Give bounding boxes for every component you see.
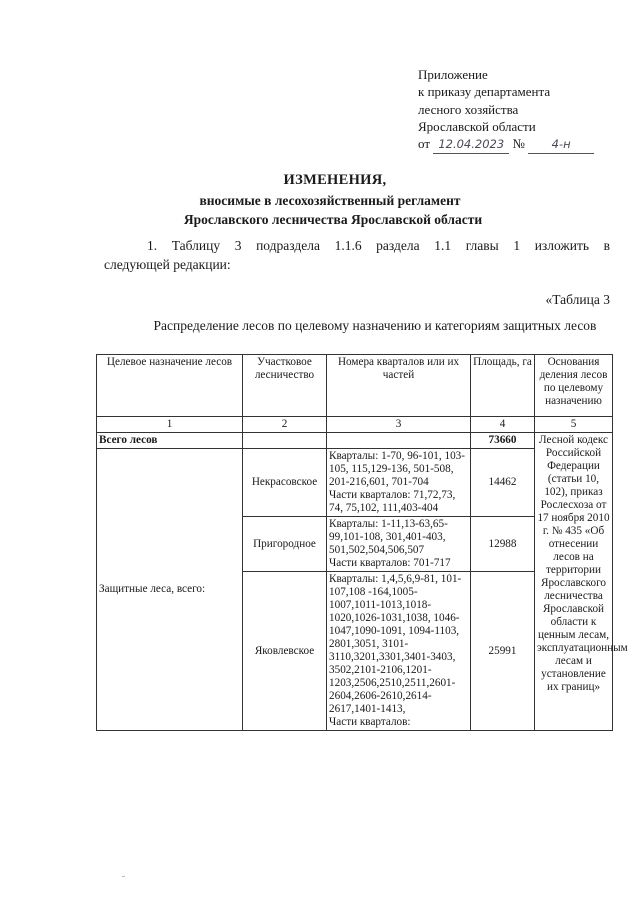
header-cell: Целевое назначение лесов <box>97 355 243 417</box>
column-number: 5 <box>535 417 613 433</box>
instruction-paragraph <box>104 236 610 274</box>
header-cell: Номера кварталов или их частей <box>327 355 471 417</box>
appendix-line: Ярославской области <box>418 118 536 134</box>
total-row <box>97 433 613 449</box>
appendix-line: лесного хозяйства <box>418 101 519 117</box>
district-cell: Пригородное <box>243 517 327 572</box>
area-cell: 14462 <box>471 449 535 517</box>
title-line-2: вносимые в лесохозяйственный регламент <box>199 193 461 208</box>
title-line-3: Ярославского лесничества Ярославской области <box>183 212 483 227</box>
number-sign: № <box>512 136 525 152</box>
column-number-row <box>97 417 613 433</box>
paragraph-line-1: 1. Таблицу 3 подраздела 1.1.6 раздела 1.1 главы 1 изложить в <box>147 238 610 253</box>
handwritten-number: 4-н <box>551 137 571 152</box>
title-line-1: ИЗМЕНЕНИЯ, <box>283 172 387 188</box>
appendix-line: к приказу департамента <box>418 84 551 100</box>
table-label: «Таблица 3 <box>545 292 610 307</box>
order-date-number <box>418 135 594 154</box>
handwritten-date: 12.04.2023 <box>438 137 505 152</box>
scan-speck <box>122 876 125 877</box>
document-title <box>0 172 640 228</box>
column-number: 1 <box>97 417 243 433</box>
table-caption: Распределение лесов по целевому назначению и категориям защитных лесов <box>153 318 597 333</box>
empty-cell <box>327 433 471 449</box>
quarters-cell: Кварталы: 1,4,5,6,9-81, 101-107,108 -164,1005-1007,1011-1013,1018-1020,1026-1031,1038, 1046-1047,1090-1091, 1094-1103, 2801,3051, 3101-3110,3201,3301,3401-3403, 3502,2101-2106,1201-1203,2506,2510,2511,2601-2604,2606-2610,2614-2617,1401-1413, Части кварталов: <box>327 572 471 731</box>
total-label: Всего лесов <box>97 433 243 449</box>
column-number: 2 <box>243 417 327 433</box>
district-cell: Яковлевское <box>243 572 327 731</box>
area-cell: 12988 <box>471 517 535 572</box>
header-cell: Площадь, га <box>471 355 535 417</box>
header-row <box>97 355 613 417</box>
basis-cell: Лесной кодекс Российской Федерации (статьи 10, 102), приказ Рослесхоза от 17 ноября 2010 г. № 435 «Об отнесении лесов на территории Ярославского лесничества Ярославской области к ценным лесам, эксплуатационным лесам и установление их границ» <box>535 433 613 731</box>
header-cell: Участковое лесничество <box>243 355 327 417</box>
forest-distribution-table <box>96 354 628 731</box>
quarters-cell: Кварталы: 1-11,13-63,65-99,101-108, 301,401-403, 501,502,504,506,507 Части кварталов: 701-717 <box>327 517 471 572</box>
empty-cell <box>243 433 327 449</box>
total-area: 73660 <box>471 433 535 449</box>
header-cell: Основания деления лесов по целевому назначению <box>535 355 613 417</box>
date-field <box>433 135 509 154</box>
appendix-block <box>418 66 594 154</box>
district-cell: Некрасовское <box>243 449 327 517</box>
number-field <box>528 135 594 154</box>
area-cell: 25991 <box>471 572 535 731</box>
paragraph-line-2: следующей редакции: <box>104 257 231 272</box>
date-prefix: от <box>418 136 431 152</box>
column-number: 4 <box>471 417 535 433</box>
purpose-cell: Защитные леса, всего: <box>97 449 243 731</box>
quarters-cell: Кварталы: 1-70, 96-101, 103-105, 115,129-136, 501-508, 201-216,601, 701-704 Части кварталов: 71,72,73, 74, 75,102, 111,403-404 <box>327 449 471 517</box>
appendix-line: Приложение <box>418 67 488 82</box>
column-number: 3 <box>327 417 471 433</box>
